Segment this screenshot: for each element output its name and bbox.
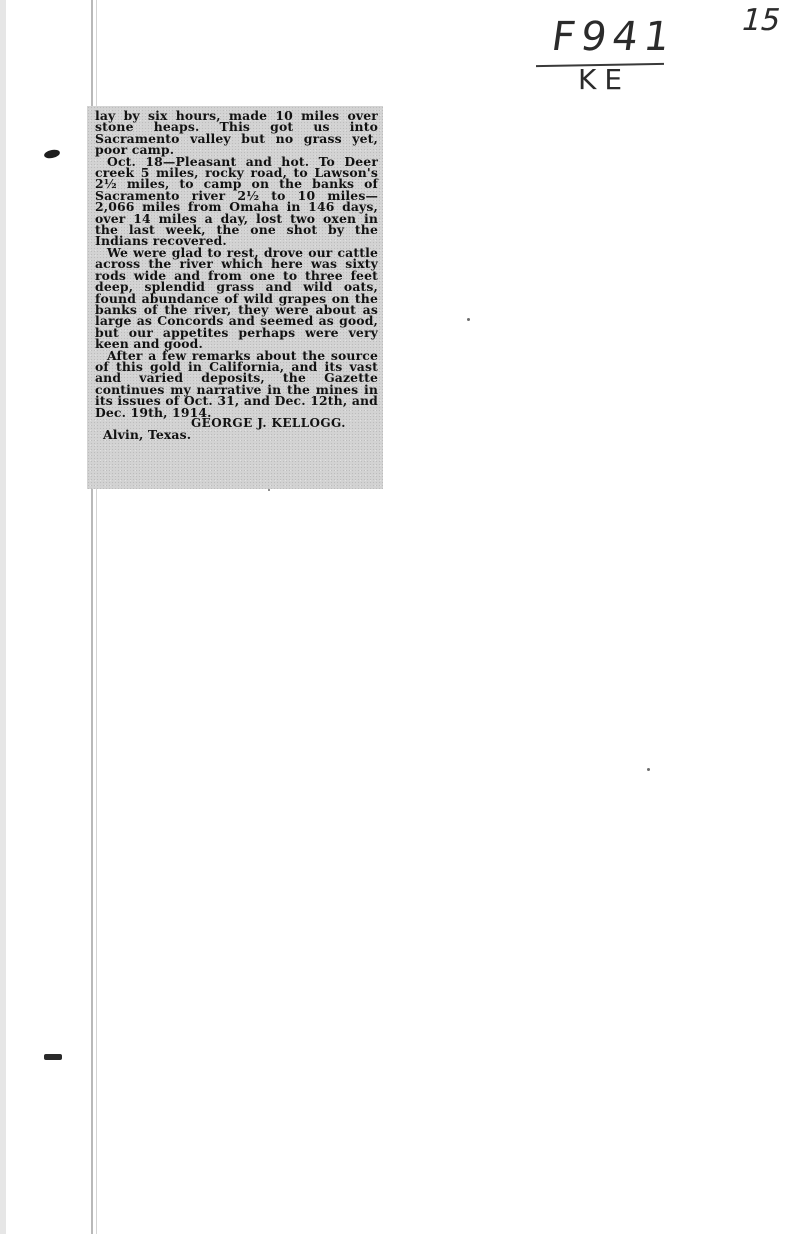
clipping-paragraph: After a few remarks about the source of this gold in California, and its vast and varied deposits, the Gazette continues my narrative in the mines in its issues of Oct. 31, and Dec. 12th, and Dec. 19th, 1914. <box>95 347 378 420</box>
clipping-paragraph: Oct. 18—Pleasant and hot. To Deer creek 5 miles, rocky road, to Lawson's 2½ miles, to camp on the banks of Sacramento river 2½ to 10 miles—2,066 miles from Omaha in 146 days, over 14 miles a day, lost two oxen in the last week, the one shot by the Indians recovered. <box>95 153 378 249</box>
newspaper-clipping <box>87 106 383 489</box>
handwritten-page-number: 15 <box>737 3 785 38</box>
handwritten-code: KE <box>578 63 631 96</box>
clipping-paragraph: We were glad to rest, drove our cattle across the river which here was sixty rods wide and from one to three feet deep, splendid grass and wild oats, found abundance of wild grapes on the banks of the river, they were about as large as Concords and seemed as good, but our appetites perhaps were very keen and good. <box>95 244 378 352</box>
punch-hole-top <box>43 148 60 159</box>
paper-speck <box>268 489 270 491</box>
handwritten-accession-number: F941 <box>548 14 679 60</box>
clipping-paragraph: lay by six hours, made 10 miles over stone heaps. This got us into Sacramento valley but no grass yet, poor camp. <box>95 108 378 158</box>
paper-speck <box>647 768 650 771</box>
punch-hole-bottom <box>44 1054 62 1060</box>
clipping-text <box>95 110 378 441</box>
page-left-edge <box>0 0 6 1234</box>
author-location: Alvin, Texas. <box>103 427 192 443</box>
author-signature: GEORGE J. KELLOGG. <box>191 415 346 430</box>
paper-speck <box>467 318 470 321</box>
